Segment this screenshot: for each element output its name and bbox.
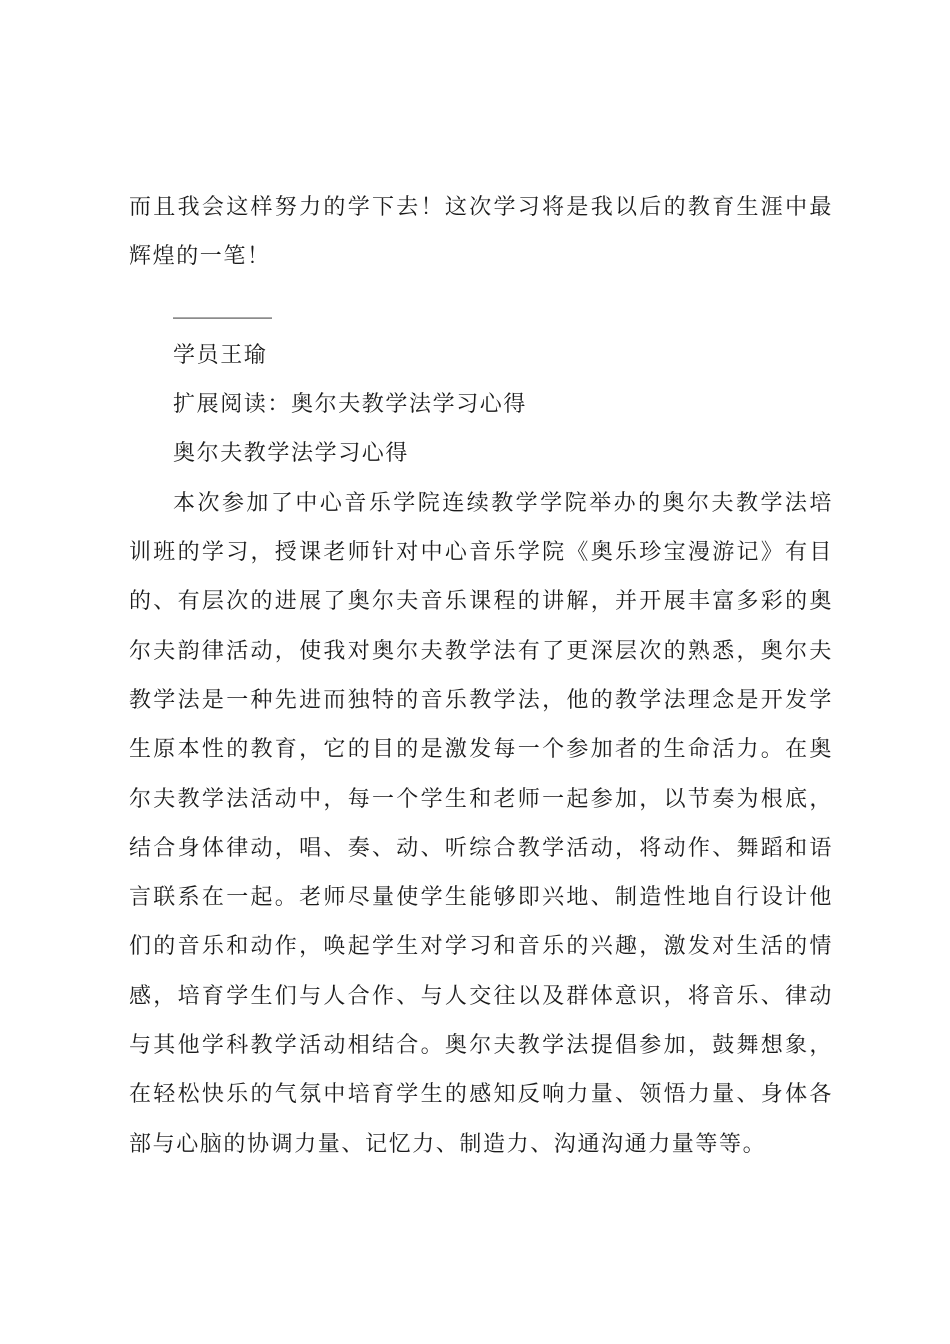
body-paragraph: 本次参加了中心音乐学院连续教学学院举办的奥尔夫教学法培训班的学习，授课老师针对中心音乐学院《奥乐珍宝漫游记》有目的、有层次的进展了奥尔夫音乐课程的讲解，并开展丰富多彩的奥尔夫韵律活动，使我对奥尔夫教学法有了更深层次的熟悉，奥尔夫教学法是一种先进而独特的音乐教学法，他的教学法理念是开发学生原本性的教育，它的目的是激发每一个参加者的生命活力。在奥尔夫教学法活动中，每一个学生和老师一起参加，以节奏为根底，结合身体律动，唱、奏、动、听综合教学活动，将动作、舞蹈和语言联系在一起。老师尽量使学生能够即兴地、制造性地自行设计他们的音乐和动作，唤起学生对学习和音乐的兴趣，激发对生活的情感，培育学生们与人合作、与人交往以及群体意识，将音乐、律动与其他学科教学活动相结合。奥尔夫教学法提倡参加，鼓舞想象，在轻松快乐的气氛中培育学生的感知反响力量、领悟力量、身体各部与心脑的协调力量、记忆力、制造力、沟通沟通力量等等。 [129, 490, 833, 1157]
closing-paragraph: 而且我会这样努力的学下去！这次学习将是我以后的教育生涯中最辉煌的一笔！ [129, 195, 833, 270]
signature: 学员王瑜 [173, 342, 268, 368]
article-title: 奥尔夫教学法学习心得 [173, 441, 410, 467]
document-text-block [129, 183, 833, 1169]
divider-text: _________ [173, 293, 272, 319]
divider-line [129, 282, 833, 331]
extended-reading-label: 扩展阅读：奥尔夫教学法学习心得 [173, 392, 528, 418]
